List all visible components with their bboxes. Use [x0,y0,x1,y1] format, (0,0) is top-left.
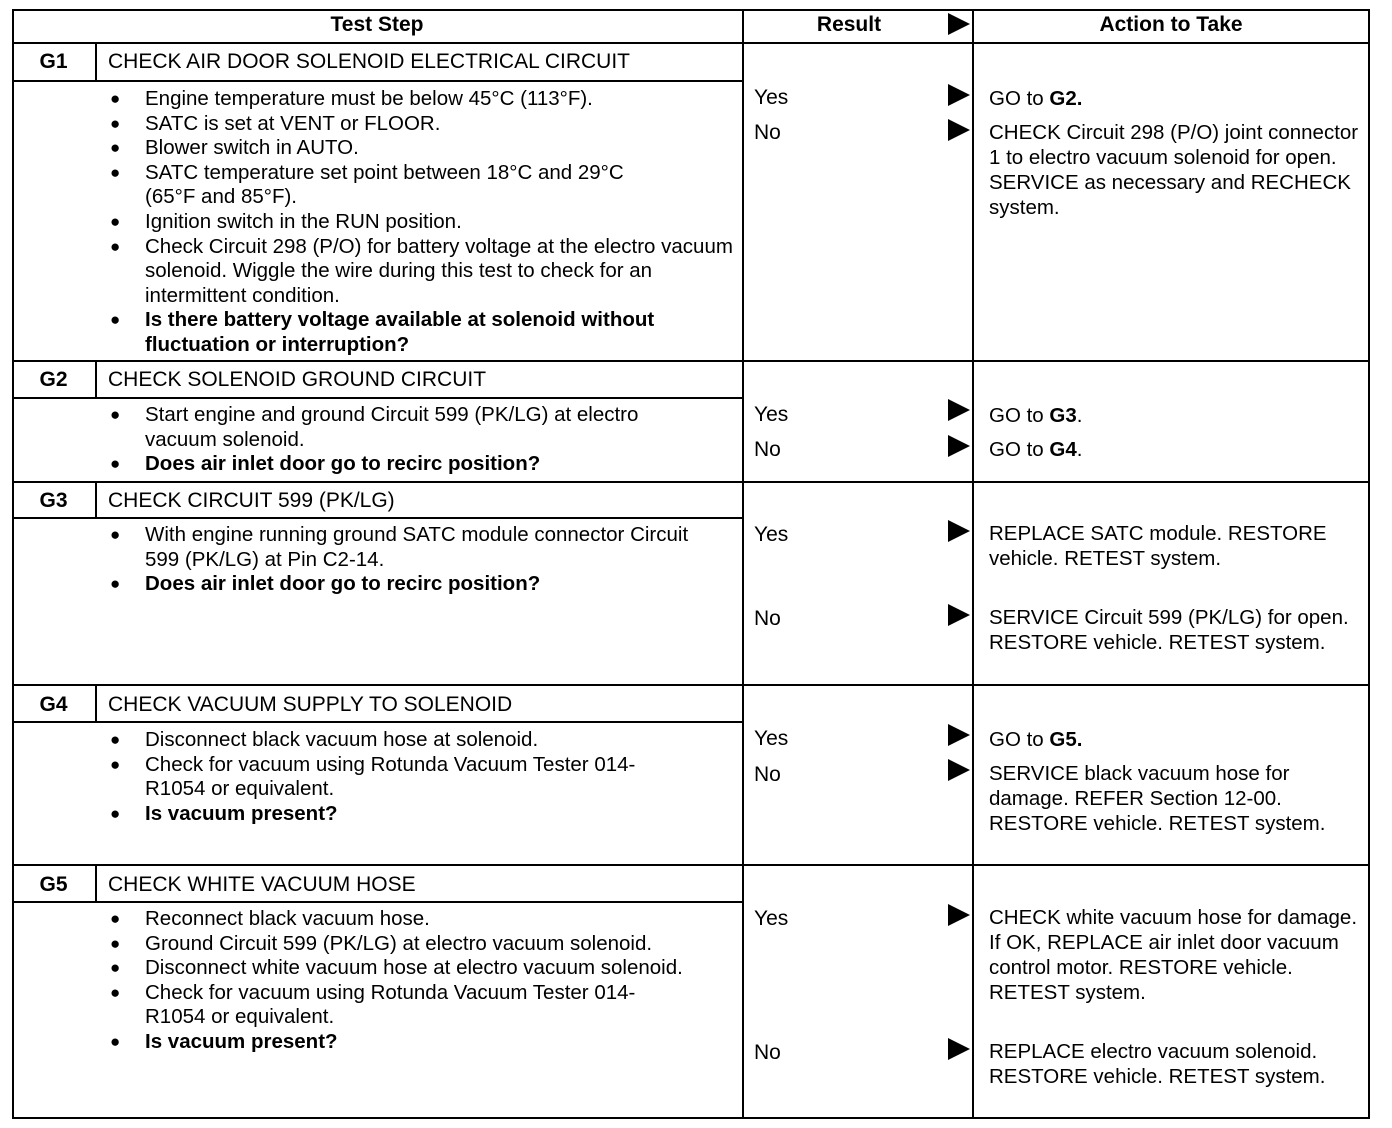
title-divider-g5 [12,901,743,903]
action-no-g5: REPLACE electro vacuum solenoid. RESTORE vehicle. RETEST system. [989,1040,1326,1088]
result-no-g3: No [754,607,781,630]
id-divider-g4 [95,686,97,722]
row-divider-g1 [12,360,1370,362]
result-no-g1: No [754,121,781,144]
result-yes-g2: Yes [754,403,789,426]
table-border-right [1368,9,1370,1119]
action-ref: G2. [1049,87,1083,110]
action-text: GO to [989,438,1050,461]
arrow-icon [948,435,970,457]
id-divider-g2 [95,362,97,398]
diagnostic-table [12,9,1370,1119]
header-action: Action to Take [1099,13,1243,36]
table-border-bottom [12,1117,1370,1119]
column-divider-result [742,9,744,1119]
action-no-g4: SERVICE black vacuum hose for damage. REFER Section 12-00. RESTORE vehicle. RETEST system. [989,762,1326,835]
step-id-g5: G5 [39,873,68,896]
action-yes-g3: REPLACE SATC module. RESTORE vehicle. RETEST system. [989,522,1327,570]
bullet-item: ● With engine running ground SATC module connector Circuit 599 (PK/LG) at Pin C2-14. [108,523,738,572]
title-divider-g4 [12,721,743,723]
action-text: GO to [989,87,1050,110]
action-text: GO to [989,404,1050,427]
arrow-icon [948,604,970,626]
title-divider-g2 [12,397,743,399]
action-text: . [1076,438,1083,461]
action-yes-g1 [989,86,1361,111]
bullet-question: ● Is vacuum present? [108,1030,738,1055]
step-title-g5: CHECK WHITE VACUUM HOSE [108,873,416,896]
table-border-left [12,9,14,1119]
result-no-g2: No [754,438,781,461]
row-divider-g3 [12,684,1370,686]
row-divider-g4 [12,864,1370,866]
bullet-question: ● Is there battery voltage available at solenoid without fluctuation or interruption? [108,308,738,357]
header-arrow-icon [948,13,970,35]
step-bullets-g4 [108,728,738,826]
action-yes-g5: CHECK white vacuum hose for damage. If OK, REPLACE air inlet door vacuum control motor. RESTORE vehicle. RETEST system. [989,906,1358,1004]
bullet-item: ● Disconnect white vacuum hose at electro vacuum solenoid. [108,956,738,981]
result-yes-g4: Yes [754,727,789,750]
action-ref: G5. [1049,728,1083,751]
action-yes-g4 [989,727,1361,752]
header-result: Result [816,13,882,36]
result-yes-g5: Yes [754,907,789,930]
step-title-g2: CHECK SOLENOID GROUND CIRCUIT [108,368,487,391]
arrow-icon [948,119,970,141]
action-ref: G3 [1049,404,1077,427]
action-text: . [1076,404,1083,427]
action-no-g3: SERVICE Circuit 599 (PK/LG) for open. RESTORE vehicle. RETEST system. [989,606,1349,654]
header-test-step: Test Step [330,13,424,36]
bullet-item: ● Ground Circuit 599 (PK/LG) at electro vacuum solenoid. [108,932,738,957]
header-divider [12,42,1370,44]
arrow-icon [948,1038,970,1060]
action-no-g1: CHECK Circuit 298 (P/O) joint connector 1 to electro vacuum solenoid for open. SERVICE as necessary and RECHECK system. [989,121,1359,219]
arrow-icon [948,399,970,421]
result-no-g5: No [754,1041,781,1064]
step-id-g1: G1 [39,50,68,73]
action-text: GO to [989,728,1050,751]
title-divider-g3 [12,517,743,519]
step-bullets-g2 [108,403,738,477]
step-title-g4: CHECK VACUUM SUPPLY TO SOLENOID [108,693,513,716]
id-divider-g3 [95,483,97,518]
step-id-g2: G2 [39,368,68,391]
bullet-question: ● Is vacuum present? [108,802,738,827]
bullet-item: ● Blower switch in AUTO. [108,136,738,161]
arrow-icon [948,520,970,542]
bullet-item: ● Check for vacuum using Rotunda Vacuum Tester 014-R1054 or equivalent. [108,981,738,1030]
bullet-item: ● Start engine and ground Circuit 599 (PK/LG) at electro vacuum solenoid. [108,403,738,452]
result-no-g4: No [754,763,781,786]
action-yes-g2 [989,403,1361,428]
bullet-item: ● SATC is set at VENT or FLOOR. [108,112,738,137]
step-title-g3: CHECK CIRCUIT 599 (PK/LG) [108,489,395,512]
bullet-question: ● Does air inlet door go to recirc position? [108,452,738,477]
result-yes-g3: Yes [754,523,789,546]
bullet-item: ● Check for vacuum using Rotunda Vacuum Tester 014-R1054 or equivalent. [108,753,738,802]
column-divider-action [972,9,974,1119]
arrow-icon [948,84,970,106]
arrow-icon [948,904,970,926]
bullet-item: ● SATC temperature set point between 18°C and 29°C (65°F and 85°F). [108,161,738,210]
row-divider-g2 [12,481,1370,483]
bullet-item: ● Disconnect black vacuum hose at solenoid. [108,728,738,753]
arrow-icon [948,759,970,781]
action-ref: G4 [1049,438,1077,461]
title-divider-g1 [12,80,743,82]
id-divider-g5 [95,866,97,902]
action-no-g2 [989,437,1361,462]
step-bullets-g3 [108,523,738,597]
bullet-item: ● Check Circuit 298 (P/O) for battery voltage at the electro vacuum solenoid. Wiggle the wire during this test to check for an intermittent condition. [108,235,738,309]
table-border-top [12,9,1370,11]
arrow-icon [948,724,970,746]
step-bullets-g5 [108,907,738,1055]
bullet-item: ● Ignition switch in the RUN position. [108,210,738,235]
step-bullets-g1 [108,87,738,358]
result-yes-g1: Yes [754,86,789,109]
step-id-g3: G3 [39,489,68,512]
step-id-g4: G4 [39,693,68,716]
bullet-question: ● Does air inlet door go to recirc position? [108,572,738,597]
id-divider-g1 [95,44,97,81]
bullet-item: ● Engine temperature must be below 45°C (113°F). [108,87,738,112]
step-title-g1: CHECK AIR DOOR SOLENOID ELECTRICAL CIRCUIT [108,50,630,73]
bullet-item: ● Reconnect black vacuum hose. [108,907,738,932]
